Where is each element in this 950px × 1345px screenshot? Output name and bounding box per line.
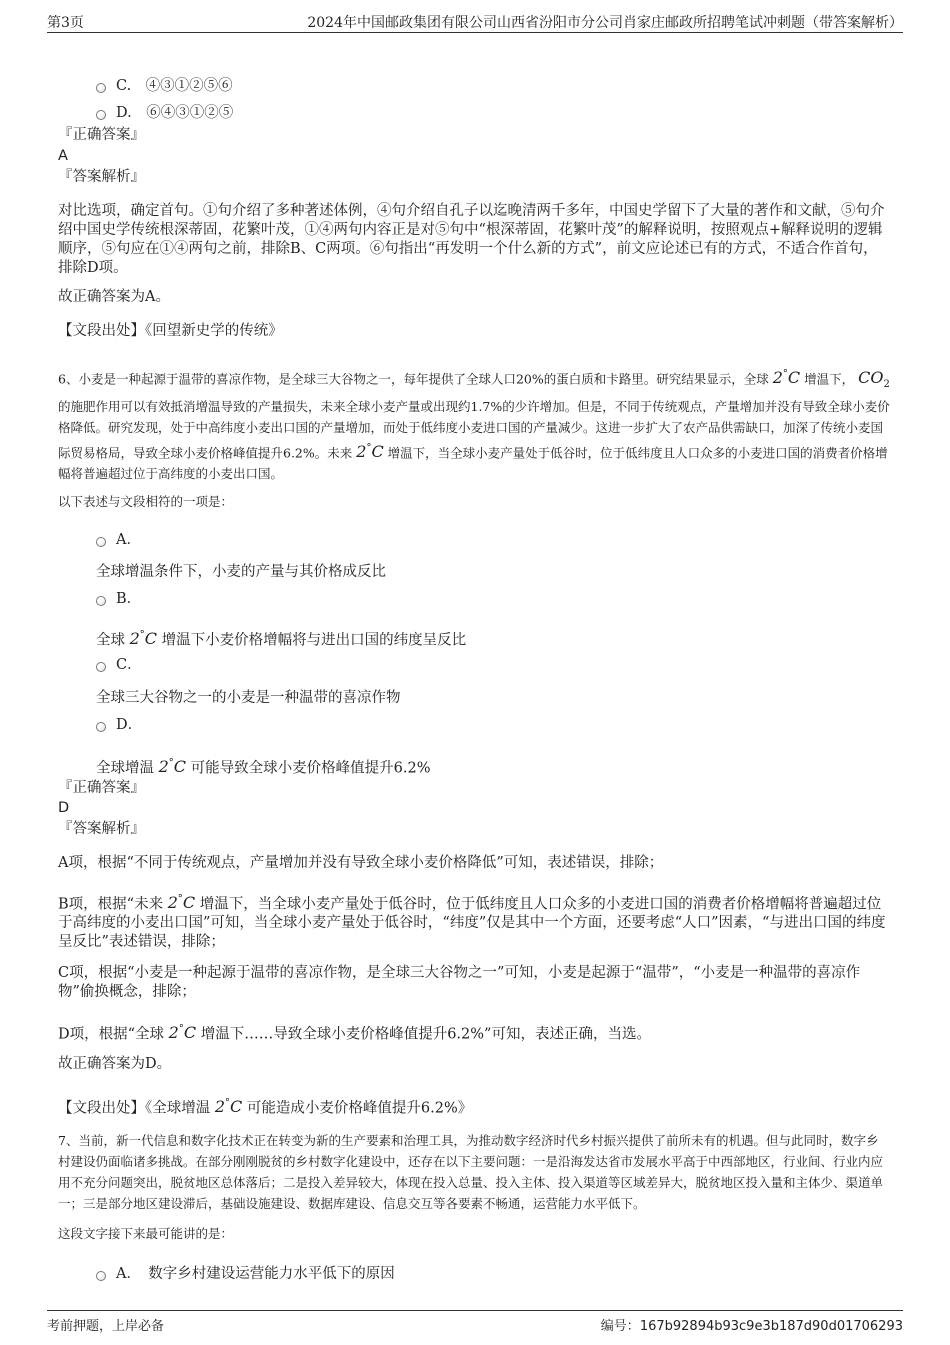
temp-formula: 2°C [214,1097,243,1117]
radio-icon[interactable] [96,596,106,606]
footer-slogan: 考前押题，上岸必备 [47,1319,165,1334]
page-header [47,10,903,33]
radio-icon[interactable] [96,722,106,732]
q6-option-b[interactable]: B． [96,587,141,608]
q5-conclusion: 故正确答案为A。 [58,289,170,305]
radio-icon[interactable] [96,83,106,93]
q6-source: 【文段出处】《全球增温 2°C 可能造成小麦价格峰值提升6.2%》 [58,1097,473,1117]
q5-answer-label: 『正确答案』 [58,127,145,143]
temp-formula: 2°C [772,368,801,388]
document-code: 编号：167b92894b93c9e3b187d90d01706293 [600,1319,903,1334]
q7-stem: 7、当前，新一代信息和数字化技术正在转变为新的生产要素和治理工具，为推动数字经济时代乡村振兴提供了前所未有的机遇。但与此同时，数字乡村建设仍面临诸多挑战。在部分刚刚脱贫的乡村数字化建设中，还存在以下主要问题：一是沿海发达省市发展水平高于中西部地区，行业间、行业内应用不充分问题突出，脱贫地区总体落后；二是投入差异较大，体现在投入总量、投入主体、投入渠道等区域差异大，脱贫地区投入量和主体少、渠道单一；三是部分地区建设滞后，基础设施建设、数据库建设、信息交互等各要素不畅通，运营能力水平低下。 [58,1133,884,1211]
q5-analysis-label: 『答案解析』 [58,169,145,185]
q6-analysis-a: A项，根据“不同于传统观点，产量增加并没有导致全球小麦价格降低”可知，表述错误，排除； [58,855,664,871]
radio-icon[interactable] [96,537,106,547]
temp-formula: 2°C [167,893,196,913]
q7-option-a[interactable]: A． 数字乡村建设运营能力水平低下的原因 [96,1262,395,1283]
temp-formula: 2°C [158,757,187,777]
document-title: 2024年中国邮政集团有限公司山西省汾阳市分公司肖家庄邮政所招聘笔试冲刺题（带答案解析） [307,15,903,31]
radio-icon[interactable] [96,110,106,120]
q6-option-a[interactable]: A． [96,528,141,549]
q5-source: 【文段出处】《回望新史学的传统》 [58,323,283,339]
q7-prompt: 这段文字接下来最可能讲的是： [58,1226,234,1241]
q5-option-d[interactable]: D. ⑥④③①②⑤ [96,101,233,122]
q6-analysis-b: B项，根据“未来 2°C 增温下，当全球小麦产量处于低谷时，位于低纬度且人口众多的小麦进口国的消费者价格增幅将普遍超过位于高纬度的小麦出口国”可知，当全球小麦产量处于低谷时，“纬度”仅是其中一个方面，还要考虑“人口”因素，“与进出口国的纬度呈反比”表述错误，排除； [58,893,886,951]
temp-formula: 2°C [356,441,384,461]
q6-option-d-text: 全球增温 2°C 可能导致全球小麦价格峰值提升6.2% [96,757,431,777]
q6-analysis-label: 『答案解析』 [58,821,145,837]
q6-option-a-text: 全球增温条件下，小麦的产量与其价格成反比 [96,564,386,580]
q6-stem: 6、小麦是一种起源于温带的喜凉作物，是全球三大谷物之一，每年提供了全球人口20%的蛋白质和卡路里。研究结果显示，全球 2°C 增温下， $CO_2$ 的施肥作用可以有效抵消增温导致的产量损失，未来全球小麦产量或出现约1.7%的少许增加。但是，不同于传统观点，产量增加并没有导致全球小麦价格降低。研究发现，处于中高纬度小麦出口国的产量增加，而处于低纬度小麦进口国的产量减少。这进一步扩大了农产品供需缺口，加深了传统小麦国际贸易格局，导致全球小麦价格峰值提升6.2%。未来 2°C 增温下，当全球小麦产量处于低谷时，位于低纬度且人口众多的小麦进口国的消费者价格增幅将普遍超过位于高纬度的小麦出口国。 [58,368,890,481]
radio-icon[interactable] [96,1271,106,1281]
q6-option-b-text: 全球 2°C 增温下小麦价格增幅将与进出口国的纬度呈反比 [96,629,467,649]
q6-analysis-c: C项，根据“小麦是一种起源于温带的喜凉作物，是全球三大谷物之一”可知，小麦是起源于“温带”，“小麦是一种温带的喜凉作物”偷换概念，排除； [58,965,861,1000]
q6-analysis-d: D项，根据“全球 2°C 增温下……导致全球小麦价格峰值提升6.2%”可知，表述正确，当选。 [58,1023,651,1043]
temp-formula: 2°C [129,629,158,649]
q6-prompt: 以下表述与文段相符的一项是： [58,494,234,509]
q6-option-d[interactable]: D． [96,713,142,734]
q6-answer-label: 『正确答案』 [58,780,145,796]
q5-option-c[interactable]: C. ④③①②⑤⑥ [96,74,233,95]
radio-icon[interactable] [96,662,106,672]
q6-option-c-text: 全球三大谷物之一的小麦是一种温带的喜凉作物 [96,690,401,706]
q5-analysis: 对比选项，确定首句。①句介绍了多种著述体例，④句介绍自孔子以迄晚清两千多年，中国史学留下了大量的著作和文献，⑤句介绍中国史学传统根深蒂固，花繁叶茂，①④两句内容正是对⑤句中“根深蒂固，花繁叶茂”的解释说明，按照观点+解释说明的逻辑顺序，⑤句应在①④两句之前，排除B、C两项。⑥句指出“再发明一个什么新的方式”，前文应论述已有的方式，不适合作首句，排除D项。 [58,203,885,276]
q6-answer: D [58,800,70,816]
page-number: 第3页 [47,15,84,31]
co2-formula: $CO_2$ [858,368,890,391]
temp-formula: 2°C [168,1023,197,1043]
q5-answer: A [58,148,68,164]
q6-option-c[interactable]: C． [96,653,142,674]
page-footer [47,1310,903,1335]
q6-conclusion: 故正确答案为D。 [58,1056,172,1072]
